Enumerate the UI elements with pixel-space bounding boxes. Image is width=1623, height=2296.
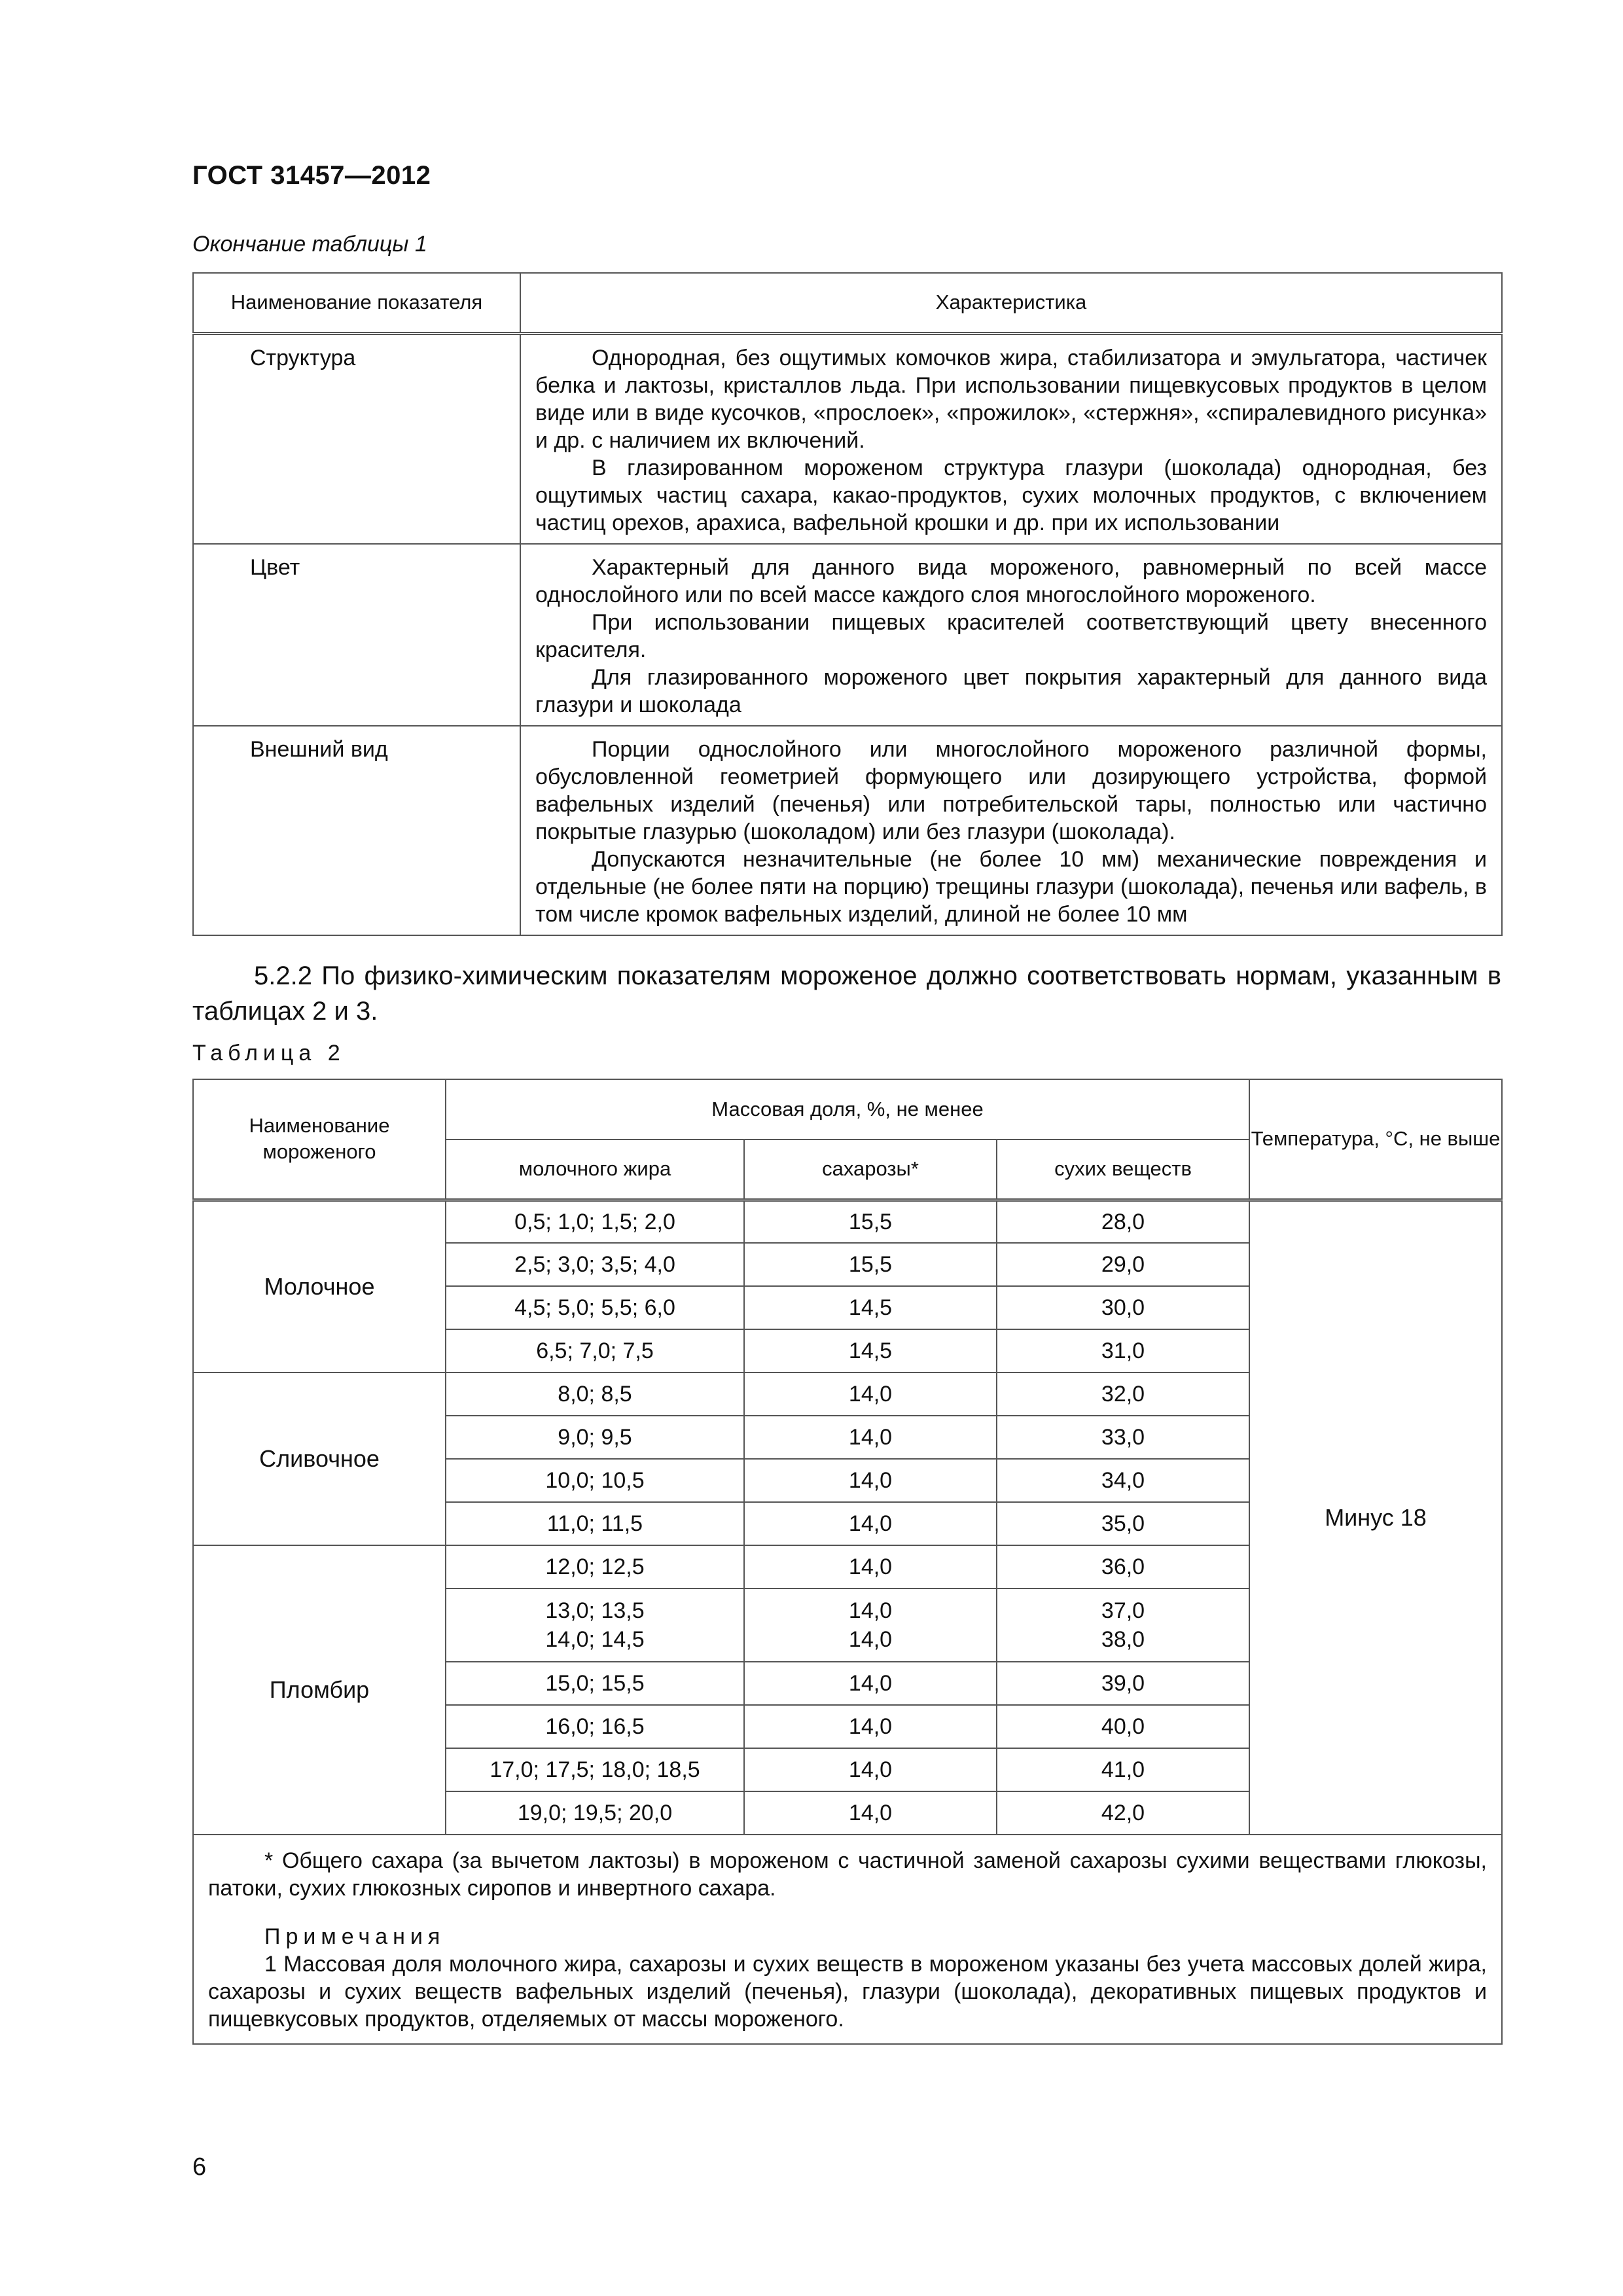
table1-row-name: Структура xyxy=(193,333,520,544)
table2-footnote-row xyxy=(193,1835,1502,2044)
table2-cell-line: 14,0 xyxy=(848,1598,893,1623)
table2-cell-line: 38,0 xyxy=(1101,1627,1145,1652)
table2-cell-fat: 9,0; 9,5 xyxy=(446,1416,744,1459)
table1-row-name: Внешний вид xyxy=(193,726,520,935)
table2-cell-sucrose: 14,0 xyxy=(744,1748,997,1791)
table2-cell-line: 14,0 xyxy=(848,1627,893,1652)
table2-header-temperature: Температура, °С, не выше xyxy=(1249,1079,1502,1200)
table1-properties xyxy=(192,272,1503,936)
table1-paragraph: Порции однослойного или многослойного мороженого различной формы, обусловленной геометрией формующего или дозирующего устройства, формой вафельных изделий (печенья) или потребительской тары, полностью или частично покрытые глазурью (шоколадом) или без глазури (шоколада). xyxy=(535,736,1487,844)
table2-header-mass-fraction: Массовая доля, %, не менее xyxy=(446,1079,1249,1139)
table2-cell-solids: 41,0 xyxy=(997,1748,1249,1791)
table2-temperature-value: Минус 18 xyxy=(1249,1200,1502,1835)
table-row xyxy=(193,1200,1502,1243)
table2-cell-sucrose xyxy=(744,1588,997,1662)
table2-cell-sucrose: 14,0 xyxy=(744,1662,997,1705)
table1-paragraph: Однородная, без ощутимых комочков жира, стабилизатора и эмульгатора, частичек белка и лактозы, кристаллов льда. При использовании пищевкусовых продуктов в целом виде или в виде кусочков, «прослоек», «прожилок», «стержня», «спиралевидного рисунка» и др. с наличием их включений. xyxy=(535,345,1487,453)
table2-cell-fat: 6,5; 7,0; 7,5 xyxy=(446,1329,744,1372)
table2-cell-sucrose: 15,5 xyxy=(744,1243,997,1286)
page-number: 6 xyxy=(192,2153,207,2181)
table1-paragraph: Для глазированного мороженого цвет покрытия характерный для данного вида глазури и шоколада xyxy=(535,664,1487,717)
table1-row-name: Цвет xyxy=(193,544,520,726)
table2-cell-fat: 17,0; 17,5; 18,0; 18,5 xyxy=(446,1748,744,1791)
table2-header-sucrose: сахарозы* xyxy=(744,1139,997,1200)
table2-footnotes xyxy=(193,1835,1502,2044)
table1-row-description xyxy=(520,333,1502,544)
table2-notes-title xyxy=(208,1923,1487,1950)
table1-row-description xyxy=(520,726,1502,935)
table2-cell-fat: 8,0; 8,5 xyxy=(446,1372,744,1416)
table2-cell-solids: 28,0 xyxy=(997,1200,1249,1243)
section-5-2-2-paragraph: 5.2.2 По физико-химическим показателям мороженое должно соответствовать нормам, указанным в таблицах 2 и 3. xyxy=(192,961,1501,1026)
table2-cell-sucrose: 14,0 xyxy=(744,1372,997,1416)
table1-row-appearance xyxy=(193,726,1502,935)
table2-cell-solids: 39,0 xyxy=(997,1662,1249,1705)
table2-cell-solids: 42,0 xyxy=(997,1791,1249,1835)
table2-cell-sucrose: 14,0 xyxy=(744,1545,997,1588)
table2-cell-fat: 16,0; 16,5 xyxy=(446,1705,744,1748)
table2-cell-line: 14,0; 14,5 xyxy=(545,1627,645,1652)
table2-header-name: Наименование мороженого xyxy=(193,1079,446,1200)
table1-continuation-caption: Окончание таблицы 1 xyxy=(192,232,427,257)
table2-cell-sucrose: 14,0 xyxy=(744,1459,997,1502)
table2-cell-sucrose: 14,0 xyxy=(744,1502,997,1545)
table2-cell-solids: 30,0 xyxy=(997,1286,1249,1329)
table1-paragraph: В глазированном мороженом структура глазури (шоколада) однородная, без ощутимых частиц сахара, какао-продуктов, сухих молочных продуктов, с включением частиц орехов, арахиса, вафельной крошки и др. при их использовании xyxy=(535,455,1487,535)
table2-cell-sucrose: 14,0 xyxy=(744,1791,997,1835)
table1-row-structure xyxy=(193,333,1502,544)
table2-cell-fat: 15,0; 15,5 xyxy=(446,1662,744,1705)
table1-header-row xyxy=(193,273,1502,333)
table2-cell-solids: 35,0 xyxy=(997,1502,1249,1545)
table1-paragraph: Допускаются незначительные (не более 10 мм) механические повреждения и отдельные (не более пяти на порцию) трещины глазури (шоколада), печенья или вафель, в том числе кромок вафельных изделий, длиной не более 10 мм xyxy=(535,846,1487,927)
table2-group-cream: Сливочное xyxy=(193,1372,446,1545)
table1-paragraph: Характерный для данного вида мороженого, равномерный по всей массе однослойного или по всей массе каждого слоя многослойного мороженого. xyxy=(535,554,1487,607)
table2-cell-sucrose: 14,5 xyxy=(744,1286,997,1329)
table2-cell-sucrose: 15,5 xyxy=(744,1200,997,1243)
table2-cell-fat: 12,0; 12,5 xyxy=(446,1545,744,1588)
table2-cell-fat: 19,0; 19,5; 20,0 xyxy=(446,1791,744,1835)
table2-cell-solids: 29,0 xyxy=(997,1243,1249,1286)
table2-cell-fat: 2,5; 3,0; 3,5; 4,0 xyxy=(446,1243,744,1286)
notes-title-text: Примечания xyxy=(264,1924,446,1949)
table2-cell-sucrose: 14,0 xyxy=(744,1416,997,1459)
table2-cell-fat: 11,0; 11,5 xyxy=(446,1502,744,1545)
table2-cell-fat: 4,5; 5,0; 5,5; 6,0 xyxy=(446,1286,744,1329)
table2-cell-solids: 33,0 xyxy=(997,1416,1249,1459)
table2-note-1: 1 Массовая доля молочного жира, сахарозы и сухих веществ в мороженом указаны без учета массовых долей жира, сахарозы и сухих веществ вафельных изделий (печенья), глазури (шоколада), декоративных пищевых продуктов и пищевкусовых продуктов, отделяемых от массы мороженого. xyxy=(208,1952,1487,2032)
table2-cell-solids: 36,0 xyxy=(997,1545,1249,1588)
document-standard-id: ГОСТ 31457—2012 xyxy=(192,161,431,190)
table1-row-description xyxy=(520,544,1502,726)
table2-cell-line: 13,0; 13,5 xyxy=(545,1598,645,1623)
table2-caption: Таблица 2 xyxy=(192,1041,346,1066)
table2-cell-sucrose: 14,5 xyxy=(744,1329,997,1372)
table1-row-color xyxy=(193,544,1502,726)
table2-cell-sucrose: 14,0 xyxy=(744,1705,997,1748)
table2-group-plombir: Пломбир xyxy=(193,1545,446,1835)
table1-paragraph: При использовании пищевых красителей соответствующий цвету внесенного красителя. xyxy=(535,609,1487,662)
table1-header-indicator: Наименование показателя xyxy=(193,273,520,333)
table2-footnote: * Общего сахара (за вычетом лактозы) в мороженом с частичной заменой сахарозы сухими веществами глюкозы, патоки, сухих глюкозных сиропов и инвертного сахара. xyxy=(208,1848,1487,1901)
table2-header-row xyxy=(193,1079,1502,1139)
table2-cell-solids: 32,0 xyxy=(997,1372,1249,1416)
table2-header-solids: сухих веществ xyxy=(997,1139,1249,1200)
table2-cell-solids xyxy=(997,1588,1249,1662)
table2-cell-solids: 34,0 xyxy=(997,1459,1249,1502)
table2-cell-line: 37,0 xyxy=(1101,1598,1145,1623)
table2-cell-fat: 10,0; 10,5 xyxy=(446,1459,744,1502)
table2-group-milk: Молочное xyxy=(193,1200,446,1372)
table2-cell-fat: 0,5; 1,0; 1,5; 2,0 xyxy=(446,1200,744,1243)
table2-cell-solids: 40,0 xyxy=(997,1705,1249,1748)
table2-cell-solids: 31,0 xyxy=(997,1329,1249,1372)
table2-header-milk-fat: молочного жира xyxy=(446,1139,744,1200)
table2-cell-fat xyxy=(446,1588,744,1662)
table2-physicochemical xyxy=(192,1079,1503,2045)
table1-header-characteristic: Характеристика xyxy=(520,273,1502,333)
